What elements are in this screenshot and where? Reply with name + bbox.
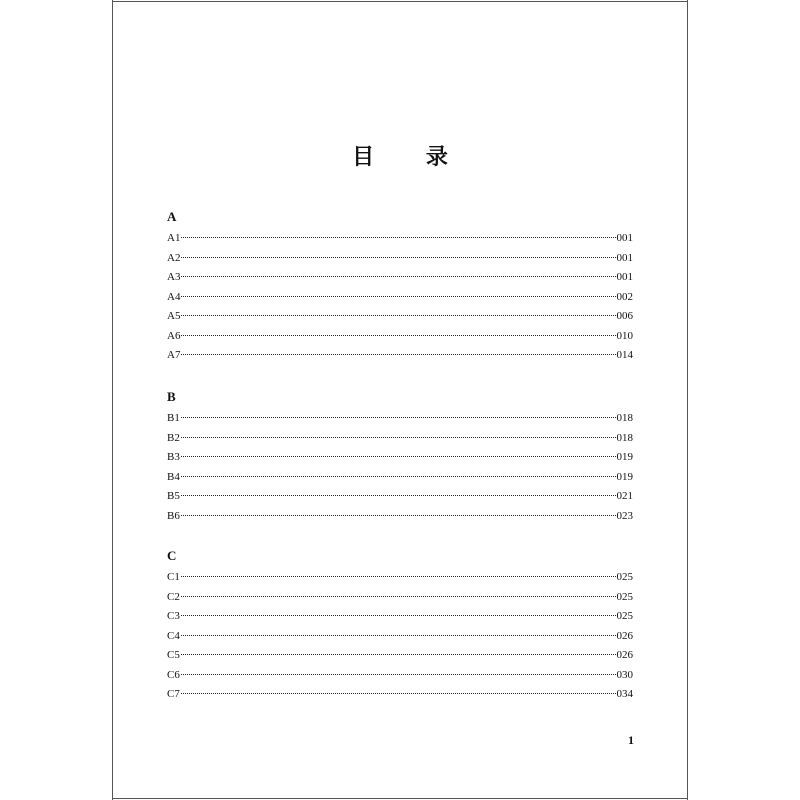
entry-page: 001: [616, 271, 633, 283]
toc-entry[interactable]: [167, 588, 633, 608]
entry-page: 026: [616, 629, 633, 642]
dot-leader: [181, 315, 615, 316]
page-bottom-edge: [112, 798, 688, 799]
entry-page: 010: [616, 329, 633, 342]
entry-label: A1: [167, 232, 181, 244]
entry-label: C7: [167, 688, 180, 700]
toc-entry[interactable]: [167, 685, 633, 705]
entry-label: B2: [167, 431, 180, 444]
toc-entry[interactable]: [167, 468, 633, 488]
toc-entry[interactable]: [167, 507, 633, 527]
toc-entry[interactable]: [167, 487, 633, 507]
entry-label: C6: [167, 668, 180, 681]
dot-leader: [181, 476, 616, 477]
dot-leader: [181, 576, 616, 577]
dot-leader: [181, 635, 616, 636]
entry-label: A6: [167, 329, 181, 342]
dot-leader: [181, 417, 616, 418]
dot-leader: [181, 276, 615, 277]
page-number: 1: [628, 733, 634, 747]
toc-entry[interactable]: [167, 229, 633, 249]
dot-leader: [181, 654, 616, 655]
entry-label: B1: [167, 412, 180, 424]
entry-label: C4: [167, 629, 180, 642]
entry-page: 018: [616, 431, 633, 444]
toc-entry[interactable]: [167, 307, 633, 327]
toc-entry[interactable]: [167, 268, 633, 288]
toc-entry[interactable]: [167, 646, 633, 666]
toc-entry[interactable]: [167, 249, 633, 269]
dot-leader: [181, 495, 616, 496]
section-heading: A: [167, 209, 177, 224]
entry-label: A2: [167, 251, 181, 264]
toc-section-c: [167, 546, 633, 705]
entry-page: 026: [616, 649, 633, 661]
dot-leader: [181, 296, 615, 297]
entry-label: B4: [167, 470, 180, 483]
dot-leader: [181, 257, 615, 258]
toc-entry[interactable]: [167, 429, 633, 449]
entry-label: B3: [167, 451, 180, 463]
dot-leader: [181, 693, 616, 694]
dot-leader: [181, 596, 616, 597]
entry-page: 025: [616, 610, 633, 622]
toc-entry[interactable]: [167, 288, 633, 308]
entry-page: 018: [616, 412, 633, 424]
section-heading: C: [167, 548, 177, 563]
entry-page: 019: [616, 451, 633, 463]
dot-leader: [181, 354, 615, 355]
toc-section-b: [167, 387, 633, 526]
entry-page: 030: [616, 668, 633, 681]
entry-page: 023: [616, 509, 633, 522]
dot-leader: [181, 615, 616, 616]
toc-entry[interactable]: [167, 607, 633, 627]
entry-label: C5: [167, 649, 180, 661]
entry-page: 002: [616, 290, 633, 303]
toc-entry[interactable]: [167, 666, 633, 686]
entry-page: 001: [616, 232, 633, 244]
toc-entry[interactable]: [167, 568, 633, 588]
entry-label: A5: [167, 310, 181, 322]
entry-label: C1: [167, 571, 180, 583]
entry-page: 025: [616, 590, 633, 603]
entry-page: 019: [616, 470, 633, 483]
entry-label: A3: [167, 271, 181, 283]
dot-leader: [181, 437, 616, 438]
toc-entry[interactable]: [167, 327, 633, 347]
entry-label: B5: [167, 490, 180, 502]
entry-label: B6: [167, 509, 180, 522]
dot-leader: [181, 674, 616, 675]
dot-leader: [181, 456, 616, 457]
entry-page: 014: [616, 349, 633, 361]
toc-entry[interactable]: [167, 346, 633, 366]
entry-page: 034: [616, 688, 633, 700]
dot-leader: [181, 237, 615, 238]
entry-page: 025: [616, 571, 633, 583]
toc-entry[interactable]: [167, 448, 633, 468]
entry-label: A7: [167, 349, 181, 361]
entry-page: 021: [616, 490, 633, 502]
page-title: 目 录: [352, 145, 470, 170]
toc-section-a: [167, 207, 633, 366]
page-top-edge: [112, 1, 688, 2]
toc-entry[interactable]: [167, 627, 633, 647]
entry-label: C3: [167, 610, 180, 622]
dot-leader: [181, 335, 615, 336]
entry-label: C2: [167, 590, 180, 603]
entry-page: 006: [616, 310, 633, 322]
toc-entry[interactable]: [167, 409, 633, 429]
dot-leader: [181, 515, 616, 516]
entry-label: A4: [167, 290, 181, 303]
section-heading: B: [167, 389, 176, 404]
entry-page: 001: [616, 251, 633, 264]
